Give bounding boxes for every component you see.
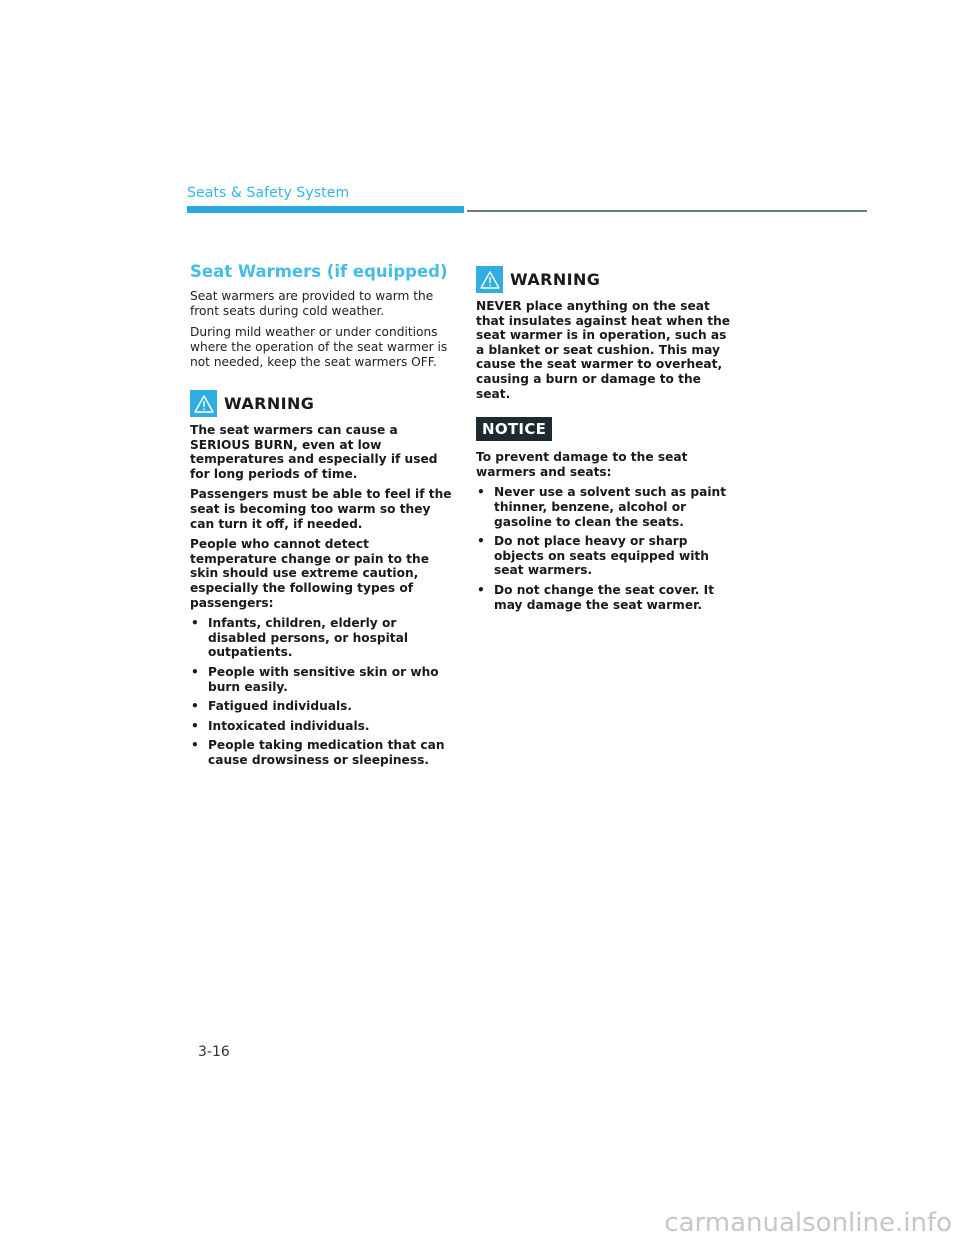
seat-warmers-heading: Seat Warmers (if equipped) <box>190 262 448 281</box>
warning-header <box>476 266 738 293</box>
warning-text: NEVER place anything on the seat that insulates against heat when the seat warmer is in operation, such as a blanket or seat cushion. This may cause the seat warmer to overheat, causing a burn or damage to the seat. <box>476 299 731 401</box>
list-item: • Intoxicated individuals. <box>191 718 370 733</box>
page-number: 3-16 <box>198 1044 230 1060</box>
right-column <box>476 266 738 617</box>
list-item: • Do not place heavy or sharp objects on seats equipped with seat warmers. <box>477 534 709 578</box>
header-accent-bar <box>187 206 464 213</box>
warning-label: WARNING <box>224 394 315 413</box>
section-title: Seats & Safety System <box>187 185 350 201</box>
warning-header <box>190 390 452 417</box>
list-item: • Never use a solvent such as paint thinner, benzene, alcohol or gasoline to clean the seats. <box>477 485 727 529</box>
notice-badge: NOTICE <box>476 417 552 441</box>
list-item: • People taking medication that can cause drowsiness or sleepiness. <box>191 738 445 767</box>
passenger-types-list <box>190 616 452 767</box>
left-column <box>190 262 452 772</box>
warning-paragraph-2: Passengers must be able to feel if the seat is becoming too warm so they can turn it off, if needed. <box>190 487 452 531</box>
warning-paragraph-1: The seat warmers can cause a SERIOUS BURN, even at low temperatures and especially if used for long periods of time. <box>190 423 438 481</box>
notice-intro: To prevent damage to the seat warmers and seats: <box>476 450 688 479</box>
list-item: • Infants, children, elderly or disabled persons, or hospital outpatients. <box>191 616 409 660</box>
list-item: • People with sensitive skin or who burn easily. <box>191 664 439 694</box>
watermark: carmanualsonline.info <box>664 1208 952 1238</box>
warning-label: WARNING <box>510 270 601 289</box>
list-item: • Do not change the seat cover. It may damage the seat warmer. <box>477 582 715 612</box>
header-rule <box>467 210 867 212</box>
warning-icon <box>476 266 503 293</box>
warning-paragraph-3: People who cannot detect temperature change or pain to the skin should use extreme caution, especially the following types of passengers: <box>190 537 429 610</box>
intro-paragraph-1: Seat warmers are provided to warm the front seats during cold weather. <box>190 289 434 318</box>
warning-icon <box>190 390 217 417</box>
list-item: • Fatigued individuals. <box>191 699 353 714</box>
intro-paragraph-2: During mild weather or under conditions where the operation of the seat warmer is not needed, keep the seat warmers OFF. <box>190 325 448 369</box>
notice-list <box>476 485 738 612</box>
